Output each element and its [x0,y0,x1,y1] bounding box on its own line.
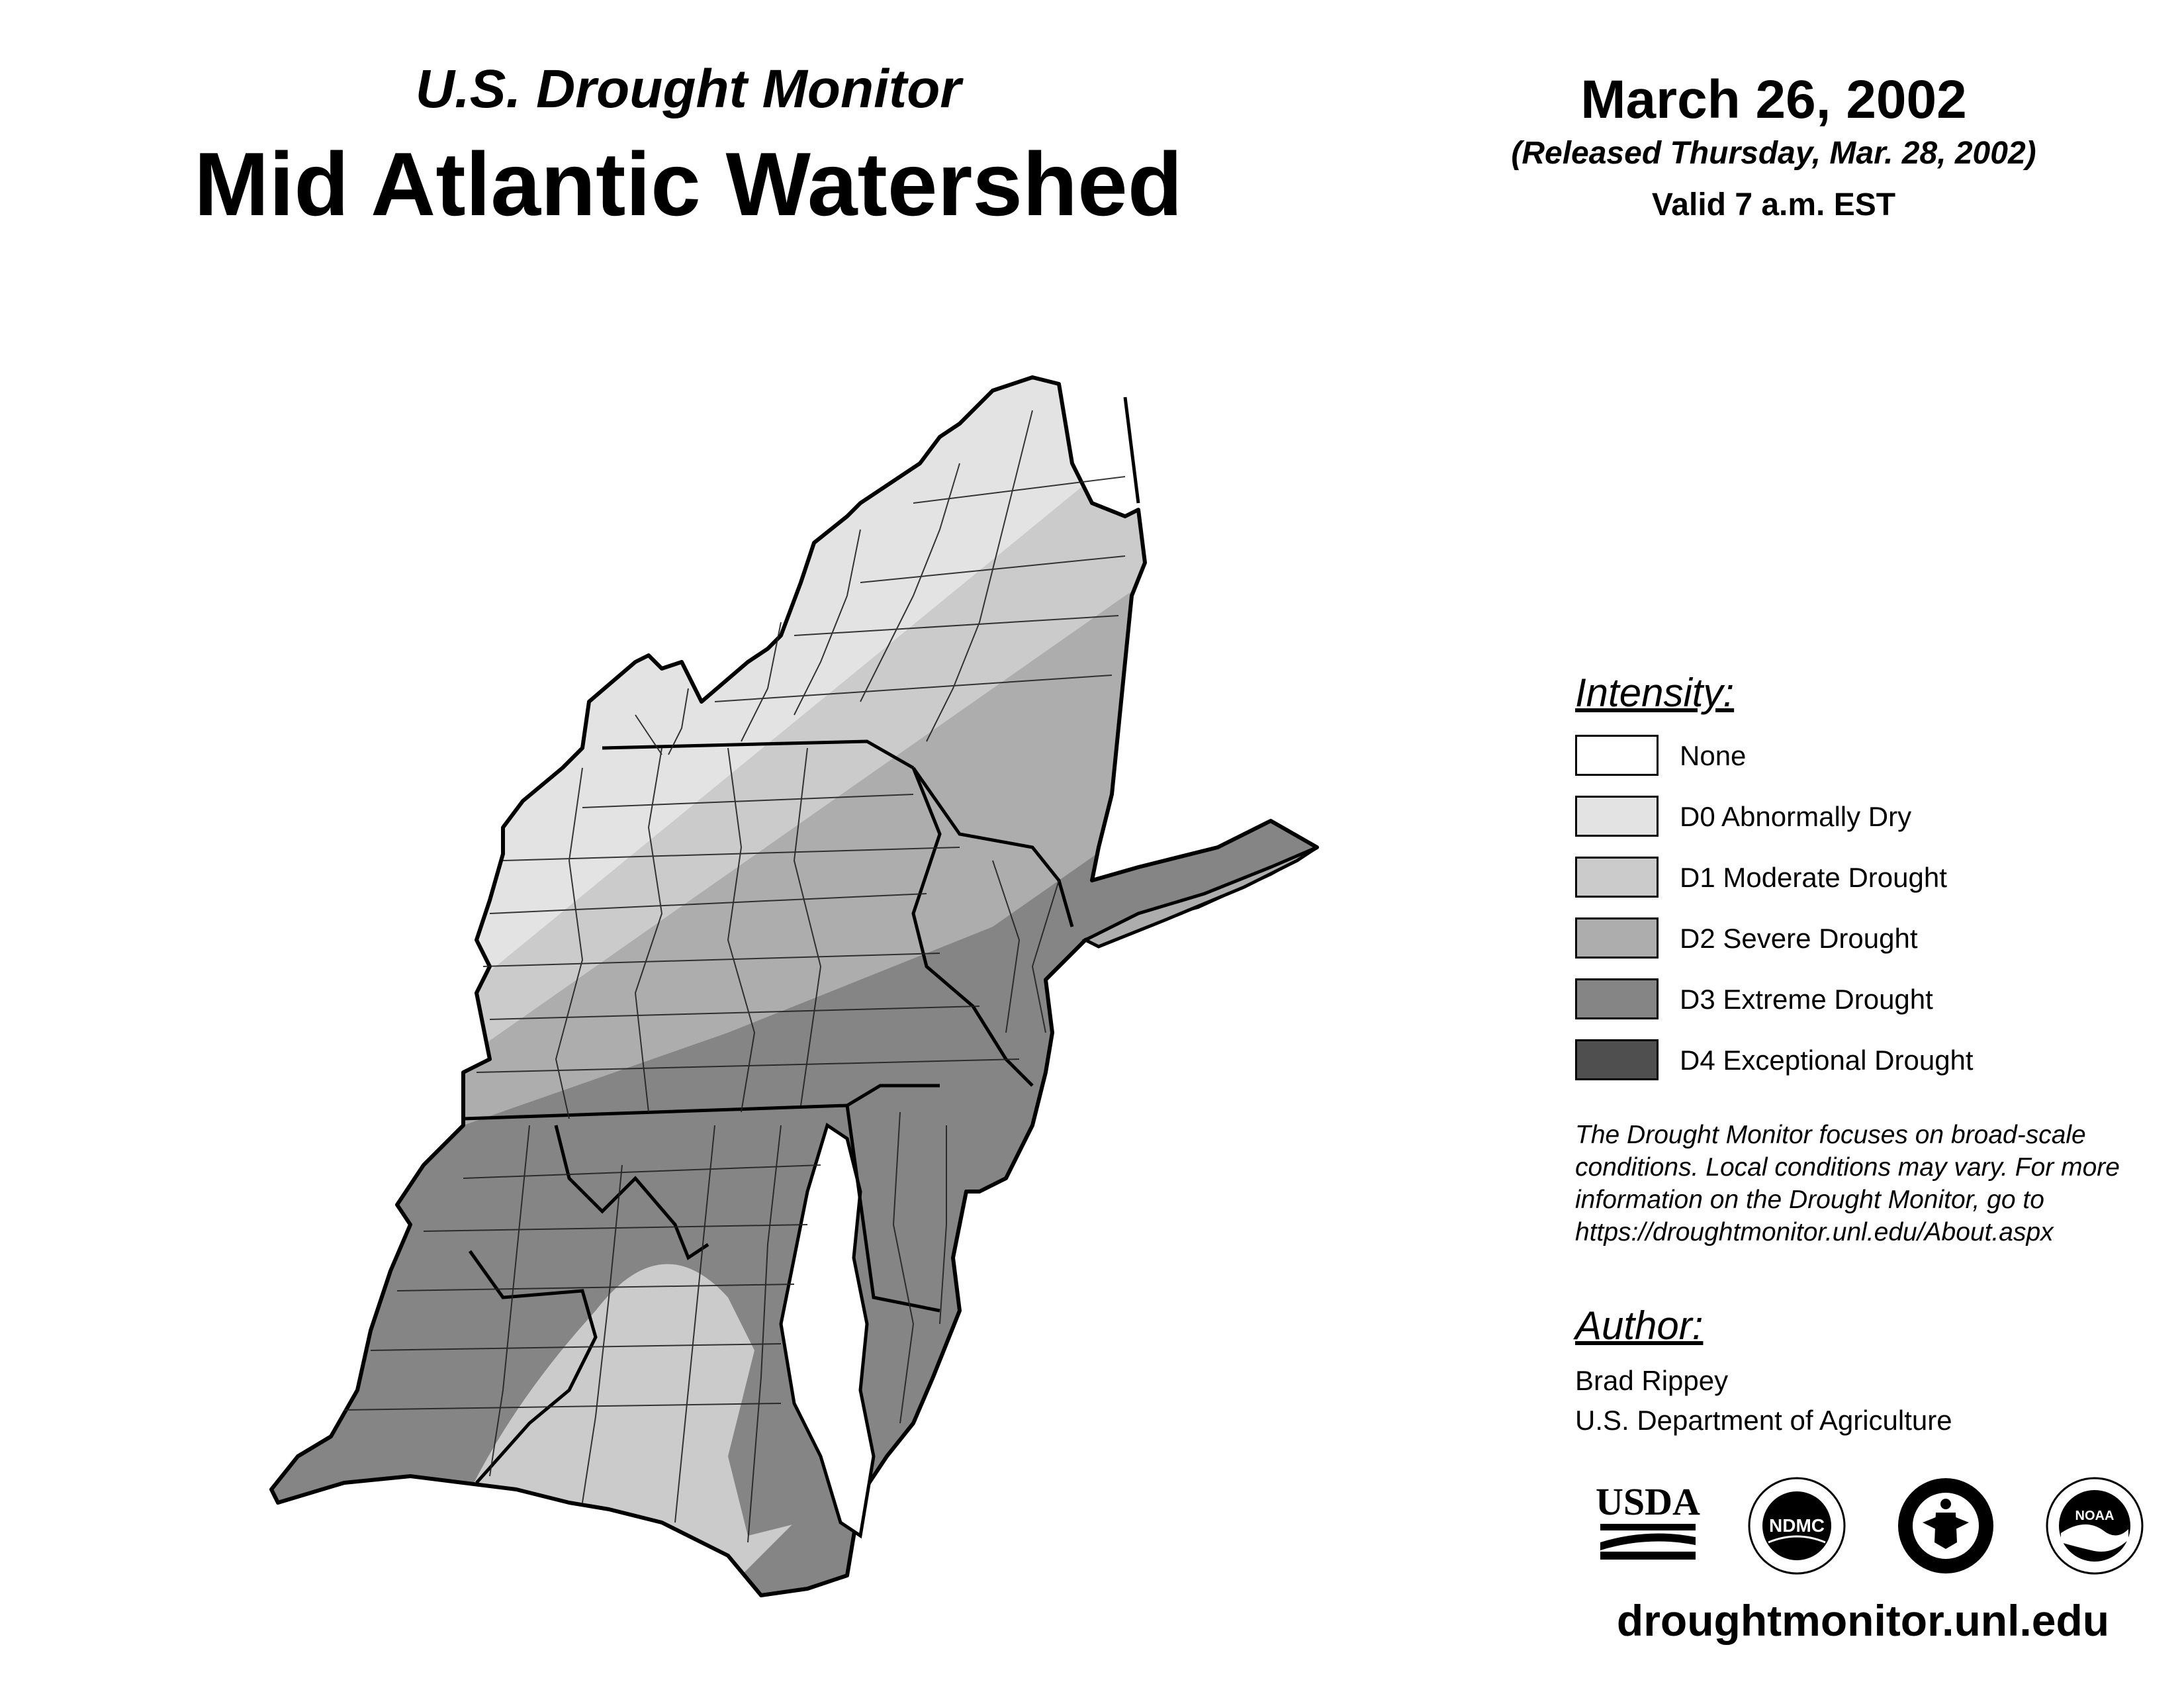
disclaimer-note [1575,1119,2171,1248]
author-info [1575,1361,1952,1440]
legend-label: D2 Severe Drought [1680,923,1918,954]
author-name: Brad Rippey [1575,1365,1729,1396]
legend-item-d0 [1575,796,2105,841]
map-title: Mid Atlantic Watershed [194,134,1183,234]
legend-swatch [1575,978,1659,1019]
note-link[interactable]: https://droughtmonitor.unl.edu/About.aspx [1575,1218,2054,1246]
note-line: The Drought Monitor focuses on broad-scale [1575,1121,2086,1149]
release-date: (Released Thursday, Mar. 28, 2002) [1511,136,2036,171]
usda-logo [1595,1476,1701,1562]
legend-label: D1 Moderate Drought [1680,862,1947,893]
author-heading: Author: [1575,1303,1704,1348]
legend-swatch [1575,1039,1659,1080]
map-date: March 26, 2002 [1580,70,1967,130]
legend-heading: Intensity: [1575,671,1735,715]
doc-seal-logo [1896,1476,1995,1575]
ndmc-logo-text: NDMC [1769,1515,1825,1536]
usda-logo-text: USDA [1596,1480,1700,1523]
legend-item-d1 [1575,857,2105,902]
noaa-logo-text: NOAA [2075,1509,2115,1523]
map-subtitle: U.S. Drought Monitor [415,59,962,119]
note-line: information on the Drought Monitor, go to [1575,1186,2044,1214]
legend-swatch [1575,796,1659,837]
legend-item-d2 [1575,917,2105,962]
noaa-logo [2045,1476,2144,1575]
legend-swatch [1575,917,1659,959]
ndmc-logo [1747,1476,1846,1575]
note-line: conditions. Local conditions may vary. For more [1575,1153,2120,1182]
legend-swatch [1575,857,1659,898]
valid-time: Valid 7 a.m. EST [1651,187,1896,222]
drought-map [251,357,1337,1615]
legend-label: D4 Exceptional Drought [1680,1045,1974,1076]
legend-item-none [1575,735,2105,780]
legend-item-d4 [1575,1039,2105,1084]
legend-item-d3 [1575,978,2105,1023]
footer-url[interactable]: droughtmonitor.unl.edu [1616,1596,2110,1645]
author-org: U.S. Department of Agriculture [1575,1405,1952,1436]
legend-label: None [1680,740,1747,771]
legend-label: D0 Abnormally Dry [1680,801,1912,832]
legend-swatch [1575,735,1659,776]
legend-label: D3 Extreme Drought [1680,984,1933,1015]
